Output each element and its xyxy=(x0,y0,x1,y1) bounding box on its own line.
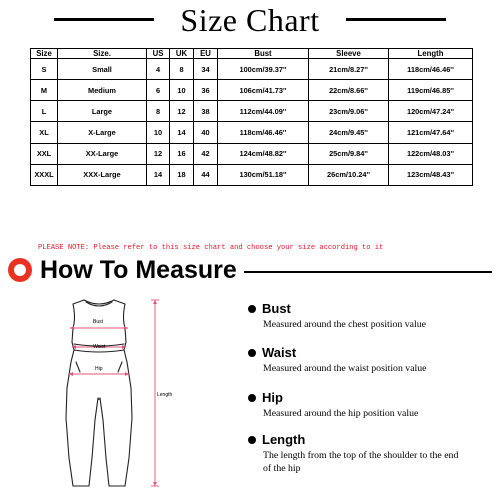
table-cell: 119cm/46.85'' xyxy=(389,80,473,101)
table-cell: 124cm/48.82'' xyxy=(218,143,309,164)
table-cell: Large xyxy=(58,101,147,122)
column-header: US xyxy=(147,49,170,59)
size-chart-header xyxy=(0,0,500,40)
measure-item-waist xyxy=(248,346,488,375)
measure-description: Measured around the waist position value xyxy=(263,363,427,374)
jumpsuit-figure xyxy=(40,288,240,493)
measure-name: Hip xyxy=(262,390,283,405)
title-rule-right xyxy=(346,18,446,21)
measure-item-length xyxy=(248,433,488,475)
figure-label-waist: Waist xyxy=(93,344,106,350)
column-header: Size. xyxy=(58,49,147,59)
how-to-measure-title: How To Measure xyxy=(40,256,237,284)
table-cell: 118cm/46.46'' xyxy=(218,122,309,143)
table-cell: 36 xyxy=(194,80,218,101)
table-cell: 40 xyxy=(194,122,218,143)
table-cell: 123cm/48.43'' xyxy=(389,164,473,185)
measure-item-bust xyxy=(248,302,488,331)
page-title: Size Chart xyxy=(180,2,320,38)
table-cell: 18 xyxy=(170,164,194,185)
measure-name: Length xyxy=(262,432,306,447)
table-cell: 8 xyxy=(170,59,194,80)
table-cell: 100cm/39.37'' xyxy=(218,59,309,80)
column-header: Size xyxy=(31,49,58,59)
size-table xyxy=(30,48,473,186)
table-row xyxy=(31,101,473,122)
measure-item-hip xyxy=(248,391,488,420)
size-notice: PLEASE NOTE: Please refer to this size chart and choose your size according to it xyxy=(38,244,384,252)
table-cell: 26cm/10.24'' xyxy=(309,164,389,185)
table-cell: 14 xyxy=(170,122,194,143)
measure-description: Measured around the chest position value xyxy=(263,319,426,330)
table-cell: 10 xyxy=(147,122,170,143)
black-dot-icon xyxy=(248,305,256,313)
table-cell: 118cm/46.46'' xyxy=(389,59,473,80)
column-header: Sleeve xyxy=(309,49,389,59)
table-cell: 6 xyxy=(147,80,170,101)
table-cell: 25cm/9.84'' xyxy=(309,143,389,164)
black-dot-icon xyxy=(248,349,256,357)
table-cell: 23cm/9.06'' xyxy=(309,101,389,122)
table-cell: XXXL xyxy=(31,164,58,185)
table-row xyxy=(31,59,473,80)
figure-label-hip: Hip xyxy=(95,366,103,372)
table-cell: XXL xyxy=(31,143,58,164)
column-header: UK xyxy=(170,49,194,59)
table-cell: 38 xyxy=(194,101,218,122)
table-cell: 130cm/51.18'' xyxy=(218,164,309,185)
column-header: Bust xyxy=(218,49,309,59)
measure-name: Waist xyxy=(262,345,297,360)
table-cell: 21cm/8.27'' xyxy=(309,59,389,80)
table-cell: 14 xyxy=(147,164,170,185)
table-cell: 4 xyxy=(147,59,170,80)
table-cell: 44 xyxy=(194,164,218,185)
black-dot-icon xyxy=(248,394,256,402)
measure-name: Bust xyxy=(262,301,291,316)
table-cell: 122cm/48.03'' xyxy=(389,143,473,164)
table-cell: Small xyxy=(58,59,147,80)
table-cell: 112cm/44.09'' xyxy=(218,101,309,122)
table-cell: L xyxy=(31,101,58,122)
table-cell: S xyxy=(31,59,58,80)
red-ring-icon xyxy=(8,258,32,282)
table-cell: XX-Large xyxy=(58,143,147,164)
table-cell: 121cm/47.64'' xyxy=(389,122,473,143)
table-cell: 120cm/47.24'' xyxy=(389,101,473,122)
table-row xyxy=(31,143,473,164)
table-cell: 12 xyxy=(170,101,194,122)
table-cell: 106cm/41.73'' xyxy=(218,80,309,101)
measure-description: Measured around the hip position value xyxy=(263,408,419,419)
column-header: EU xyxy=(194,49,218,59)
table-row xyxy=(31,122,473,143)
measure-description: The length from the top of the shoulder to the end of the hip xyxy=(263,450,459,474)
jumpsuit-outline-image xyxy=(40,288,240,493)
table-row xyxy=(31,164,473,185)
table-cell: Medium xyxy=(58,80,147,101)
table-header-row xyxy=(31,49,473,59)
table-cell: 24cm/9.45'' xyxy=(309,122,389,143)
figure-label-bust: Bust xyxy=(93,319,104,325)
table-row xyxy=(31,80,473,101)
table-cell: 16 xyxy=(170,143,194,164)
figure-label-length: Length xyxy=(157,392,173,398)
table-cell: 22cm/8.66'' xyxy=(309,80,389,101)
table-cell: X-Large xyxy=(58,122,147,143)
table-cell: 12 xyxy=(147,143,170,164)
table-cell: 42 xyxy=(194,143,218,164)
table-cell: 10 xyxy=(170,80,194,101)
table-cell: XXX-Large xyxy=(58,164,147,185)
how-to-measure-rule xyxy=(244,271,492,273)
column-header: Length xyxy=(389,49,473,59)
table-cell: XL xyxy=(31,122,58,143)
table-cell: 34 xyxy=(194,59,218,80)
table-cell: 8 xyxy=(147,101,170,122)
black-dot-icon xyxy=(248,436,256,444)
table-cell: M xyxy=(31,80,58,101)
